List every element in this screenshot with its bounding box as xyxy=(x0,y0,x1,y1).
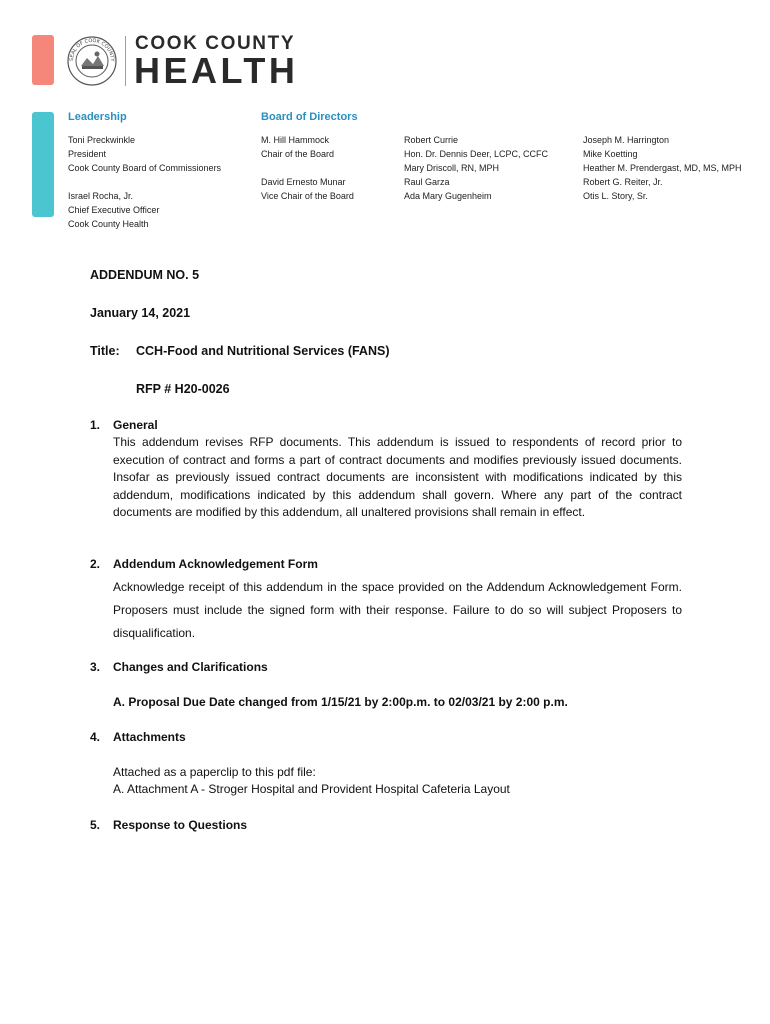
section-number: 2. xyxy=(90,557,101,571)
board-line: David Ernesto Munar xyxy=(261,177,346,187)
logo-wordmark-line2: HEALTH xyxy=(134,50,299,91)
rfp-number: RFP # H20-0026 xyxy=(136,382,230,396)
section-number: 4. xyxy=(90,730,101,744)
section-body-general: This addendum revises RFP documents. This addendum is issued to respondents of record prior to execution of contract and forms a part of contract documents and modifies previously issued documents. Insofar as previously issued contract documents are inconsistent with modifications indicated by this addendum, modifications indicated by this addendum shall govern. Where any part of the contract documents are modified by this addendum, all unaltered provisions shall remain in effect. xyxy=(113,435,682,519)
accent-bar-teal xyxy=(32,112,54,217)
board-member: Robert Currie xyxy=(404,135,459,145)
section-body-acknowledgement: Acknowledge receipt of this addendum in the space provided on the Addendum Acknowledgement Form. Proposers must include the signed form with their response. Failure to do so will subject Proposers to disqualification. xyxy=(113,580,682,640)
board-line: Vice Chair of the Board xyxy=(261,191,354,201)
logo-divider xyxy=(125,36,126,86)
board-heading: Board of Directors xyxy=(261,111,358,123)
section-heading-general: General xyxy=(113,418,158,432)
due-date-change-item: A. Proposal Due Date changed from 1/15/21 by 2:00p.m. to 02/03/21 by 2:00 p.m. xyxy=(113,695,568,709)
section-number: 3. xyxy=(90,660,101,674)
board-member: Mary Driscoll, RN, MPH xyxy=(404,163,500,173)
leadership-line: Toni Preckwinkle xyxy=(68,135,136,145)
title-value: CCH-Food and Nutritional Services (FANS) xyxy=(136,344,390,358)
board-members-list-1 xyxy=(404,133,548,203)
board-member: Hon. Dr. Dennis Deer, LCPC, CCFC xyxy=(404,149,549,159)
board-line: Chair of the Board xyxy=(261,149,335,159)
county-seal-logo xyxy=(67,36,117,86)
svg-text:SEAL OF COOK COUNTY ILLINOIS: SEAL OF COOK COUNTY xyxy=(68,37,116,62)
addendum-number: ADDENDUM NO. 5 xyxy=(90,268,200,282)
board-member: Otis L. Story, Sr. xyxy=(583,191,648,201)
leadership-line: Israel Rocha, Jr. xyxy=(68,191,134,201)
leadership-line: Cook County Board of Commissioners xyxy=(68,163,222,173)
title-label: Title: xyxy=(90,344,120,358)
section-number: 5. xyxy=(90,818,101,832)
leadership-line: President xyxy=(68,149,107,159)
section-heading-questions: Response to Questions xyxy=(113,818,248,832)
board-member: Robert G. Reiter, Jr. xyxy=(583,177,663,187)
section-heading-changes: Changes and Clarifications xyxy=(113,660,268,674)
attachments-intro: Attached as a paperclip to this pdf file: xyxy=(113,765,316,779)
accent-bar-coral xyxy=(32,35,54,85)
board-officers-list xyxy=(261,133,354,203)
section-heading-acknowledgement: Addendum Acknowledgement Form xyxy=(113,557,318,571)
board-member: Ada Mary Gugenheim xyxy=(404,191,492,201)
board-line: M. Hill Hammock xyxy=(261,135,330,145)
board-member: Mike Koetting xyxy=(583,149,638,159)
leadership-list xyxy=(68,133,221,231)
document-date: January 14, 2021 xyxy=(90,306,191,320)
board-members-list-2 xyxy=(583,133,742,203)
board-member: Heather M. Prendergast, MD, MS, MPH xyxy=(583,163,742,173)
board-member: Raul Garza xyxy=(404,177,450,187)
leadership-heading: Leadership xyxy=(68,111,127,123)
section-heading-attachments: Attachments xyxy=(113,730,186,744)
board-member: Joseph M. Harrington xyxy=(583,135,670,145)
leadership-line: Chief Executive Officer xyxy=(68,205,160,215)
logo-wordmark-line1: COOK COUNTY xyxy=(135,33,296,54)
leadership-line: Cook County Health xyxy=(68,219,149,229)
attachment-a-item: A. Attachment A - Stroger Hospital and Provident Hospital Cafeteria Layout xyxy=(113,782,510,796)
section-number: 1. xyxy=(90,418,101,432)
